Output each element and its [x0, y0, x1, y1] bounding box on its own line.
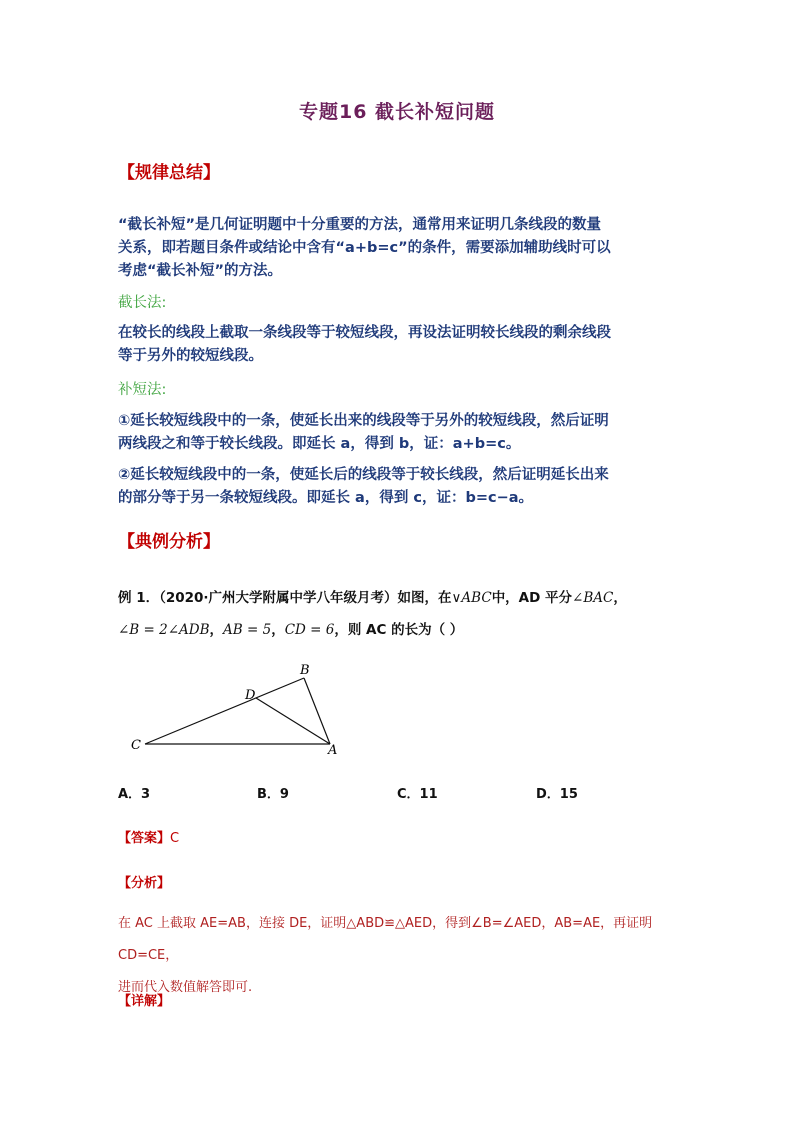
method-extend-item-2	[118, 464, 678, 510]
choice-c: C．11	[397, 787, 438, 802]
vertex-label-d: D	[245, 688, 256, 703]
method-cut-line-1: 在较长的线段上截取一条线段等于较短线段，再设法证明较长线段的剩余线段	[118, 325, 611, 341]
intro-line-3: 考虑“截长补短”的方法。	[118, 263, 283, 279]
example-1-line-1	[118, 587, 678, 609]
example-1-line-2	[118, 619, 678, 641]
analysis-line-2: 进而代入数值解答即可.	[118, 980, 253, 995]
analysis-label: 【分析】	[118, 876, 171, 891]
detail-label: 【详解】	[118, 994, 171, 1009]
method-extend-item-1-line-1: ①延长较短线段中的一条，使延长出来的线段等于另外的较短线段，然后证明	[118, 413, 609, 429]
section-heading-rules: 【规律总结】	[118, 163, 220, 183]
example-1-question: ，则 AC 的长为（ ）	[334, 622, 464, 638]
example-1-prefix: 例 1．（2020·广州大学附属中学八年级月考）如图，在	[118, 590, 452, 606]
answer-value: C	[170, 831, 180, 846]
section-heading-examples: 【典例分析】	[118, 532, 220, 552]
intro-line-1: “截长补短”是几何证明题中十分重要的方法，通常用来证明几条线段的数量	[118, 217, 602, 233]
example-1-comma: ，	[613, 590, 627, 606]
example-1-cond-1: ∠B = 2∠ADB	[118, 622, 210, 638]
analysis-text	[118, 908, 688, 1004]
vertex-label-a: A	[328, 743, 338, 758]
segment-cb	[145, 678, 304, 744]
page-title: 专题16 截长补短问题	[298, 101, 496, 123]
method-extend-item-2-line-1: ②延长较短线段中的一条，使延长后的线段等于较长线段，然后证明延长出来	[118, 467, 609, 483]
segment-ba	[304, 678, 330, 744]
vertex-label-b: B	[300, 663, 310, 678]
segment-da	[256, 698, 330, 744]
example-1-mid: 中，AD 平分	[491, 590, 573, 606]
example-1-sep-2: ，	[271, 622, 285, 638]
method-cut-line-2: 等于另外的较短线段。	[118, 348, 263, 364]
vertex-label-c: C	[131, 738, 141, 753]
method-cut-paragraph	[118, 322, 678, 368]
method-extend-label: 补短法:	[118, 382, 167, 398]
analysis-line-1: 在 AC 上截取 AE=AB，连接 DE，证明△ABD≌△AED，得到∠B=∠AED，AB=AE，再证明 CD=CE，	[118, 916, 653, 963]
answer-row	[118, 827, 179, 846]
intro-paragraph	[118, 214, 678, 283]
method-cut-label: 截长法:	[118, 295, 167, 311]
choice-b: B．9	[257, 787, 289, 802]
method-extend-item-1-line-2: 两线段之和等于较长线段。即延长 a，得到 b，证：a+b=c。	[118, 436, 521, 452]
intro-line-2: 关系，即若题目条件或结论中含有“a+b=c”的条件，需要添加辅助线时可以	[118, 240, 611, 256]
triangle-figure	[118, 660, 358, 760]
example-1-triangle: ∨ABC	[451, 590, 492, 606]
example-1-angle-bac: ∠BAC	[572, 590, 614, 606]
choice-d: D．15	[536, 787, 578, 802]
example-1-cond-2: AB = 5	[223, 622, 272, 638]
choice-a: A．3	[118, 787, 151, 802]
example-1-sep-1: ，	[209, 622, 224, 638]
example-1-cond-3: CD = 6	[284, 622, 335, 638]
answer-label: 【答案】	[118, 831, 171, 846]
method-extend-item-1	[118, 410, 678, 456]
method-extend-item-2-line-2: 的部分等于另一条较短线段。即延长 a，得到 c，证：b=c−a。	[118, 490, 534, 506]
